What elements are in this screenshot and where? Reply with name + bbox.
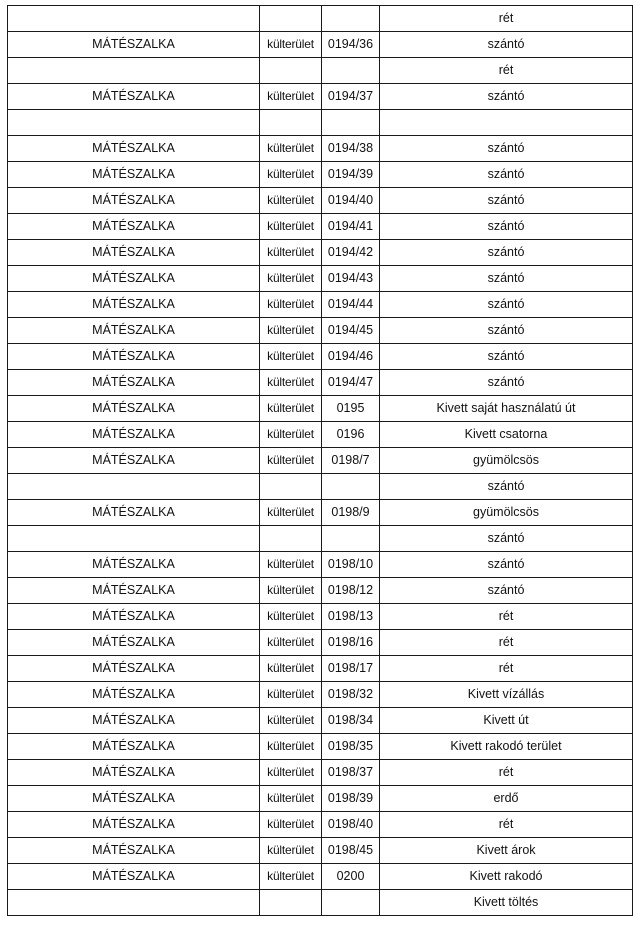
land-use-cell: Kivett töltés [380,890,633,916]
land-use-cell: gyümölcsös [380,448,633,474]
area-type-cell: külterület [260,448,322,474]
area-type-cell: külterület [260,630,322,656]
settlement-cell: MÁTÉSZALKA [8,396,260,422]
table-row [8,136,633,162]
settlement-cell: MÁTÉSZALKA [8,32,260,58]
parcel-number-cell: 0198/45 [322,838,380,864]
table-row [8,890,633,916]
area-type-cell [260,474,322,500]
area-type-cell: külterület [260,136,322,162]
area-type-cell: külterület [260,318,322,344]
area-type-cell: külterület [260,266,322,292]
land-use-cell: szántó [380,136,633,162]
parcel-number-cell: 0194/43 [322,266,380,292]
table-row [8,370,633,396]
parcel-number-cell: 0200 [322,864,380,890]
table-row [8,58,633,84]
area-type-cell: külterület [260,812,322,838]
settlement-cell: MÁTÉSZALKA [8,422,260,448]
table-row [8,578,633,604]
settlement-cell: MÁTÉSZALKA [8,786,260,812]
land-use-cell: szántó [380,526,633,552]
land-use-cell: Kivett árok [380,838,633,864]
parcel-number-cell: 0196 [322,422,380,448]
parcel-number-cell: 0194/41 [322,214,380,240]
settlement-cell: MÁTÉSZALKA [8,162,260,188]
settlement-cell [8,58,260,84]
settlement-cell: MÁTÉSZALKA [8,682,260,708]
land-use-cell: Kivett csatorna [380,422,633,448]
area-type-cell: külterület [260,396,322,422]
table-row [8,786,633,812]
area-type-cell: külterület [260,604,322,630]
area-type-cell: külterület [260,32,322,58]
table-row [8,318,633,344]
area-type-cell: külterület [260,214,322,240]
land-use-cell: Kivett rakodó terület [380,734,633,760]
land-use-cell: szántó [380,84,633,110]
parcel-table-body [8,6,633,916]
area-type-cell: külterület [260,188,322,214]
parcel-number-cell: 0198/37 [322,760,380,786]
table-row [8,344,633,370]
table-row [8,292,633,318]
table-row [8,32,633,58]
parcel-number-cell: 0198/10 [322,552,380,578]
parcel-number-cell [322,58,380,84]
land-use-cell: szántó [380,292,633,318]
land-use-cell: szántó [380,214,633,240]
parcel-number-cell: 0198/35 [322,734,380,760]
table-row [8,604,633,630]
table-row [8,188,633,214]
parcel-number-cell: 0198/39 [322,786,380,812]
settlement-cell: MÁTÉSZALKA [8,500,260,526]
table-row [8,396,633,422]
table-row [8,500,633,526]
area-type-cell [260,6,322,32]
table-row [8,760,633,786]
parcel-number-cell: 0198/32 [322,682,380,708]
table-row [8,240,633,266]
settlement-cell [8,6,260,32]
table-row [8,214,633,240]
settlement-cell [8,474,260,500]
land-use-cell [380,110,633,136]
area-type-cell: külterület [260,292,322,318]
area-type-cell: külterület [260,370,322,396]
table-row [8,6,633,32]
settlement-cell: MÁTÉSZALKA [8,812,260,838]
land-use-cell: Kivett rakodó [380,864,633,890]
table-row [8,266,633,292]
parcel-number-cell [322,890,380,916]
area-type-cell [260,890,322,916]
settlement-cell: MÁTÉSZALKA [8,136,260,162]
area-type-cell: külterület [260,708,322,734]
parcel-number-cell [322,110,380,136]
land-use-cell: Kivett vízállás [380,682,633,708]
table-row [8,734,633,760]
land-use-cell: szántó [380,318,633,344]
land-use-cell: rét [380,58,633,84]
settlement-cell: MÁTÉSZALKA [8,84,260,110]
table-row [8,682,633,708]
parcel-number-cell: 0198/17 [322,656,380,682]
settlement-cell [8,110,260,136]
land-use-cell: rét [380,6,633,32]
table-row [8,162,633,188]
settlement-cell: MÁTÉSZALKA [8,760,260,786]
area-type-cell: külterület [260,656,322,682]
parcel-number-cell: 0198/7 [322,448,380,474]
settlement-cell: MÁTÉSZALKA [8,344,260,370]
settlement-cell: MÁTÉSZALKA [8,188,260,214]
area-type-cell: külterület [260,162,322,188]
settlement-cell: MÁTÉSZALKA [8,240,260,266]
parcel-number-cell: 0194/38 [322,136,380,162]
parcel-number-cell [322,526,380,552]
area-type-cell: külterület [260,500,322,526]
parcel-number-cell: 0194/37 [322,84,380,110]
land-use-cell: erdő [380,786,633,812]
land-use-cell: rét [380,656,633,682]
area-type-cell: külterület [260,734,322,760]
settlement-cell: MÁTÉSZALKA [8,838,260,864]
table-row [8,110,633,136]
area-type-cell: külterület [260,760,322,786]
area-type-cell: külterület [260,240,322,266]
land-use-cell: szántó [380,578,633,604]
parcel-number-cell: 0198/16 [322,630,380,656]
land-use-cell: szántó [380,344,633,370]
area-type-cell: külterület [260,344,322,370]
parcel-number-cell: 0198/40 [322,812,380,838]
parcel-number-cell: 0194/39 [322,162,380,188]
settlement-cell: MÁTÉSZALKA [8,578,260,604]
area-type-cell: külterület [260,838,322,864]
parcel-number-cell: 0194/46 [322,344,380,370]
table-row [8,474,633,500]
parcel-number-cell: 0194/36 [322,32,380,58]
land-use-cell: Kivett út [380,708,633,734]
table-row [8,448,633,474]
settlement-cell: MÁTÉSZALKA [8,604,260,630]
settlement-cell [8,526,260,552]
settlement-cell: MÁTÉSZALKA [8,708,260,734]
land-use-cell: szántó [380,370,633,396]
land-use-cell: szántó [380,266,633,292]
settlement-cell: MÁTÉSZALKA [8,214,260,240]
settlement-cell: MÁTÉSZALKA [8,630,260,656]
area-type-cell: külterület [260,578,322,604]
settlement-cell: MÁTÉSZALKA [8,266,260,292]
table-row [8,84,633,110]
land-use-cell: Kivett saját használatú út [380,396,633,422]
area-type-cell [260,58,322,84]
land-use-cell: szántó [380,162,633,188]
area-type-cell [260,110,322,136]
land-use-cell: gyümölcsös [380,500,633,526]
settlement-cell: MÁTÉSZALKA [8,552,260,578]
table-row [8,422,633,448]
table-row [8,526,633,552]
settlement-cell: MÁTÉSZALKA [8,292,260,318]
land-use-cell: rét [380,604,633,630]
parcel-number-cell: 0195 [322,396,380,422]
parcel-number-cell [322,6,380,32]
parcel-number-cell: 0194/45 [322,318,380,344]
land-use-cell: rét [380,760,633,786]
area-type-cell: külterület [260,864,322,890]
area-type-cell: külterület [260,682,322,708]
parcel-number-cell: 0194/42 [322,240,380,266]
parcel-number-cell: 0198/12 [322,578,380,604]
land-use-cell: rét [380,630,633,656]
parcel-number-cell: 0198/34 [322,708,380,734]
land-use-cell: szántó [380,552,633,578]
area-type-cell: külterület [260,84,322,110]
settlement-cell: MÁTÉSZALKA [8,656,260,682]
table-row [8,864,633,890]
parcel-number-cell [322,474,380,500]
area-type-cell: külterület [260,422,322,448]
settlement-cell: MÁTÉSZALKA [8,448,260,474]
settlement-cell: MÁTÉSZALKA [8,864,260,890]
land-use-cell: szántó [380,188,633,214]
parcel-number-cell: 0194/47 [322,370,380,396]
parcel-number-cell: 0198/9 [322,500,380,526]
area-type-cell: külterület [260,552,322,578]
parcel-number-cell: 0194/40 [322,188,380,214]
table-row [8,656,633,682]
settlement-cell: MÁTÉSZALKA [8,734,260,760]
settlement-cell: MÁTÉSZALKA [8,318,260,344]
table-row [8,630,633,656]
table-row [8,708,633,734]
land-use-cell: rét [380,812,633,838]
table-row [8,838,633,864]
table-row [8,812,633,838]
land-use-cell: szántó [380,240,633,266]
area-type-cell [260,526,322,552]
land-use-cell: szántó [380,474,633,500]
settlement-cell: MÁTÉSZALKA [8,370,260,396]
area-type-cell: külterület [260,786,322,812]
land-use-cell: szántó [380,32,633,58]
parcel-number-cell: 0198/13 [322,604,380,630]
parcel-table [7,5,633,916]
settlement-cell [8,890,260,916]
table-row [8,552,633,578]
parcel-number-cell: 0194/44 [322,292,380,318]
